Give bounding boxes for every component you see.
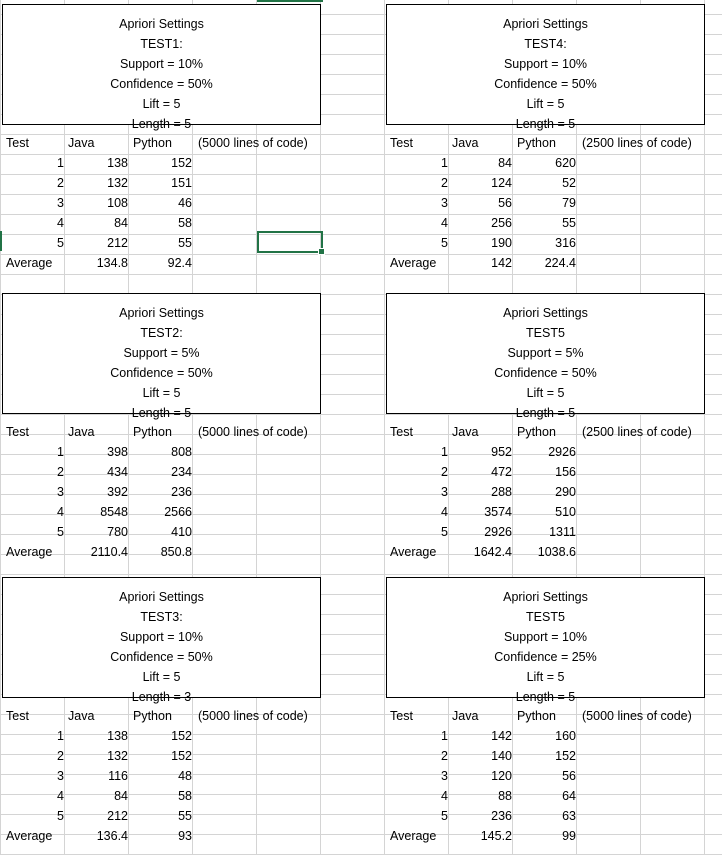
header-java[interactable]: Java (452, 425, 479, 439)
test-number-cell[interactable]: 5 (57, 236, 64, 250)
length-setting: Length = 5 (515, 406, 576, 420)
java-value-cell[interactable]: 2926 (484, 525, 512, 539)
test-name: TEST3: (140, 610, 183, 624)
test-number-cell[interactable]: 4 (57, 789, 64, 803)
java-value-cell[interactable]: 780 (107, 525, 128, 539)
test-number-cell[interactable]: 1 (57, 445, 64, 459)
average-label[interactable]: Average (6, 545, 53, 559)
header-java[interactable]: Java (68, 136, 95, 150)
lift-setting: Lift = 5 (526, 97, 565, 111)
average-java-cell[interactable]: 134.8 (96, 256, 128, 270)
test-name: TEST1: (140, 37, 183, 51)
lift-setting: Lift = 5 (142, 670, 181, 684)
results-panel (384, 293, 706, 558)
test-name: TEST5 (526, 610, 565, 624)
length-setting: Length = 5 (131, 117, 192, 131)
python-value-cell[interactable]: 316 (555, 236, 576, 250)
header-test[interactable]: Test (6, 425, 29, 439)
support-setting: Support = 10% (119, 57, 204, 71)
java-value-cell[interactable]: 3574 (484, 505, 512, 519)
python-value-cell[interactable]: 2926 (548, 445, 576, 459)
java-value-cell[interactable]: 138 (107, 729, 128, 743)
python-value-cell[interactable]: 234 (171, 465, 192, 479)
test-number-cell[interactable]: 3 (441, 769, 448, 783)
header-note[interactable]: (2500 lines of code) (582, 425, 692, 439)
python-value-cell[interactable]: 2566 (164, 505, 192, 519)
java-value-cell[interactable]: 56 (498, 196, 512, 210)
test-number-cell[interactable]: 4 (57, 505, 64, 519)
lift-setting: Lift = 5 (142, 386, 181, 400)
results-panel (384, 577, 706, 842)
java-value-cell[interactable]: 392 (107, 485, 128, 499)
java-value-cell[interactable]: 132 (107, 749, 128, 763)
test-number-cell[interactable]: 2 (57, 176, 64, 190)
average-java-cell[interactable]: 2110.4 (90, 545, 128, 559)
apriori-settings-box (2, 4, 321, 131)
test-name: TEST4: (524, 37, 567, 51)
header-note[interactable]: (5000 lines of code) (582, 709, 692, 723)
java-value-cell[interactable]: 212 (107, 236, 128, 250)
java-value-cell[interactable]: 138 (107, 156, 128, 170)
header-python[interactable]: Python (517, 425, 556, 439)
java-value-cell[interactable]: 190 (491, 236, 512, 250)
python-value-cell[interactable]: 64 (562, 789, 576, 803)
apriori-settings-box (386, 293, 705, 420)
header-test[interactable]: Test (390, 136, 413, 150)
test-number-cell[interactable]: 5 (441, 809, 448, 823)
python-value-cell[interactable]: 55 (562, 216, 576, 230)
python-value-cell[interactable]: 156 (555, 465, 576, 479)
test-number-cell[interactable]: 4 (441, 789, 448, 803)
python-value-cell[interactable]: 58 (178, 789, 192, 803)
results-panel (384, 4, 706, 269)
average-java-cell[interactable]: 145.2 (480, 829, 512, 843)
average-label[interactable]: Average (6, 256, 53, 270)
average-python-cell[interactable]: 99 (562, 829, 576, 843)
test-number-cell[interactable]: 2 (441, 465, 448, 479)
average-label[interactable]: Average (390, 256, 437, 270)
support-setting: Support = 10% (503, 57, 588, 71)
java-value-cell[interactable]: 212 (107, 809, 128, 823)
test-number-cell[interactable]: 1 (441, 445, 448, 459)
python-value-cell[interactable]: 152 (171, 156, 192, 170)
test-name: TEST5 (526, 326, 565, 340)
header-python[interactable]: Python (133, 709, 172, 723)
test-number-cell[interactable]: 2 (57, 465, 64, 479)
header-python[interactable]: Python (133, 136, 172, 150)
support-setting: Support = 5% (123, 346, 200, 360)
apriori-settings-box (2, 577, 321, 704)
results-panel (0, 4, 322, 269)
average-python-cell[interactable]: 1038.6 (537, 545, 576, 559)
test-number-cell[interactable]: 4 (441, 505, 448, 519)
confidence-setting: Confidence = 50% (110, 77, 213, 91)
header-python[interactable]: Python (133, 425, 172, 439)
java-value-cell[interactable]: 398 (107, 445, 128, 459)
support-setting: Support = 5% (507, 346, 584, 360)
header-note[interactable]: (2500 lines of code) (582, 136, 692, 150)
header-python[interactable]: Python (517, 136, 556, 150)
lift-setting: Lift = 5 (526, 670, 565, 684)
python-value-cell[interactable]: 290 (555, 485, 576, 499)
test-number-cell[interactable]: 4 (441, 216, 448, 230)
test-number-cell[interactable]: 2 (441, 176, 448, 190)
test-number-cell[interactable]: 2 (441, 749, 448, 763)
java-value-cell[interactable]: 142 (491, 729, 512, 743)
test-number-cell[interactable]: 1 (441, 729, 448, 743)
settings-title: Apriori Settings (503, 17, 588, 31)
python-value-cell[interactable]: 510 (555, 505, 576, 519)
python-value-cell[interactable]: 410 (171, 525, 192, 539)
java-value-cell[interactable]: 8548 (100, 505, 128, 519)
test-number-cell[interactable]: 1 (57, 156, 64, 170)
java-value-cell[interactable]: 434 (107, 465, 128, 479)
results-panel (0, 293, 322, 558)
java-value-cell[interactable]: 108 (107, 196, 128, 210)
python-value-cell[interactable]: 58 (178, 216, 192, 230)
lift-setting: Lift = 5 (142, 97, 181, 111)
length-setting: Length = 5 (515, 690, 576, 704)
java-value-cell[interactable]: 116 (108, 769, 128, 783)
python-value-cell[interactable]: 56 (562, 769, 576, 783)
java-value-cell[interactable]: 84 (114, 789, 128, 803)
header-python[interactable]: Python (517, 709, 556, 723)
average-python-cell[interactable]: 850.8 (160, 545, 192, 559)
active-cell-selection[interactable] (257, 231, 323, 253)
python-value-cell[interactable]: 55 (178, 809, 192, 823)
header-java[interactable]: Java (68, 709, 95, 723)
settings-title: Apriori Settings (119, 306, 204, 320)
test-number-cell[interactable]: 5 (441, 525, 448, 539)
apriori-settings-box (2, 293, 321, 420)
python-value-cell[interactable]: 152 (171, 749, 192, 763)
java-value-cell[interactable]: 132 (107, 176, 128, 190)
python-value-cell[interactable]: 52 (562, 176, 576, 190)
python-value-cell[interactable]: 1311 (549, 525, 576, 539)
java-value-cell[interactable]: 84 (114, 216, 128, 230)
java-value-cell[interactable]: 472 (491, 465, 512, 479)
average-java-cell[interactable]: 1642.4 (473, 545, 512, 559)
test-number-cell[interactable]: 5 (441, 236, 448, 250)
average-java-cell[interactable]: 136.4 (96, 829, 128, 843)
results-panel (0, 577, 322, 842)
header-java[interactable]: Java (452, 709, 479, 723)
average-python-cell[interactable]: 92.4 (167, 256, 192, 270)
test-number-cell[interactable]: 2 (57, 749, 64, 763)
settings-title: Apriori Settings (503, 306, 588, 320)
apriori-settings-box (386, 4, 705, 131)
java-value-cell[interactable]: 88 (498, 789, 512, 803)
apriori-settings-box (386, 577, 705, 704)
header-test[interactable]: Test (6, 709, 29, 723)
header-test[interactable]: Test (390, 709, 413, 723)
java-value-cell[interactable]: 952 (491, 445, 512, 459)
python-value-cell[interactable]: 160 (555, 729, 576, 743)
average-label[interactable]: Average (390, 545, 437, 559)
confidence-setting: Confidence = 50% (110, 650, 213, 664)
header-test[interactable]: Test (6, 136, 29, 150)
length-setting: Length = 5 (131, 406, 192, 420)
java-value-cell[interactable]: 84 (498, 156, 512, 170)
header-java[interactable]: Java (452, 136, 479, 150)
test-number-cell[interactable]: 4 (57, 216, 64, 230)
test-number-cell[interactable]: 1 (57, 729, 64, 743)
test-number-cell[interactable]: 3 (441, 196, 448, 210)
average-label[interactable]: Average (6, 829, 53, 843)
java-value-cell[interactable]: 256 (491, 216, 512, 230)
confidence-setting: Confidence = 50% (494, 77, 597, 91)
length-setting: Length = 3 (131, 690, 192, 704)
test-name: TEST2: (140, 326, 183, 340)
python-value-cell[interactable]: 63 (562, 809, 576, 823)
support-setting: Support = 10% (503, 630, 588, 644)
java-value-cell[interactable]: 120 (491, 769, 512, 783)
confidence-setting: Confidence = 50% (110, 366, 213, 380)
average-java-cell[interactable]: 142 (491, 256, 512, 270)
test-number-cell[interactable]: 1 (441, 156, 448, 170)
confidence-setting: Confidence = 25% (494, 650, 597, 664)
fill-handle[interactable] (318, 248, 325, 255)
column-selection-marker (257, 0, 323, 2)
test-number-cell[interactable]: 3 (57, 769, 64, 783)
python-value-cell[interactable]: 236 (171, 485, 192, 499)
python-value-cell[interactable]: 620 (555, 156, 576, 170)
support-setting: Support = 10% (119, 630, 204, 644)
java-value-cell[interactable]: 236 (491, 809, 512, 823)
average-python-cell[interactable]: 224.4 (544, 256, 576, 270)
python-value-cell[interactable]: 79 (562, 196, 576, 210)
header-test[interactable]: Test (390, 425, 413, 439)
test-number-cell[interactable]: 3 (441, 485, 448, 499)
settings-title: Apriori Settings (119, 17, 204, 31)
test-number-cell[interactable]: 3 (57, 196, 64, 210)
average-python-cell[interactable]: 93 (178, 829, 192, 843)
python-value-cell[interactable]: 46 (178, 196, 192, 210)
length-setting: Length = 5 (515, 117, 576, 131)
python-value-cell[interactable]: 152 (171, 729, 192, 743)
test-number-cell[interactable]: 5 (57, 525, 64, 539)
python-value-cell[interactable]: 808 (171, 445, 192, 459)
header-note[interactable]: (5000 lines of code) (198, 709, 308, 723)
python-value-cell[interactable]: 55 (178, 236, 192, 250)
java-value-cell[interactable]: 124 (491, 176, 512, 190)
average-label[interactable]: Average (390, 829, 437, 843)
settings-title: Apriori Settings (503, 590, 588, 604)
lift-setting: Lift = 5 (526, 386, 565, 400)
test-number-cell[interactable]: 5 (57, 809, 64, 823)
java-value-cell[interactable]: 288 (491, 485, 512, 499)
python-value-cell[interactable]: 151 (171, 176, 192, 190)
header-java[interactable]: Java (68, 425, 95, 439)
python-value-cell[interactable]: 48 (178, 769, 192, 783)
test-number-cell[interactable]: 3 (57, 485, 64, 499)
confidence-setting: Confidence = 50% (494, 366, 597, 380)
python-value-cell[interactable]: 152 (555, 749, 576, 763)
header-note[interactable]: (5000 lines of code) (198, 136, 308, 150)
header-note[interactable]: (5000 lines of code) (198, 425, 308, 439)
java-value-cell[interactable]: 140 (491, 749, 512, 763)
settings-title: Apriori Settings (119, 590, 204, 604)
